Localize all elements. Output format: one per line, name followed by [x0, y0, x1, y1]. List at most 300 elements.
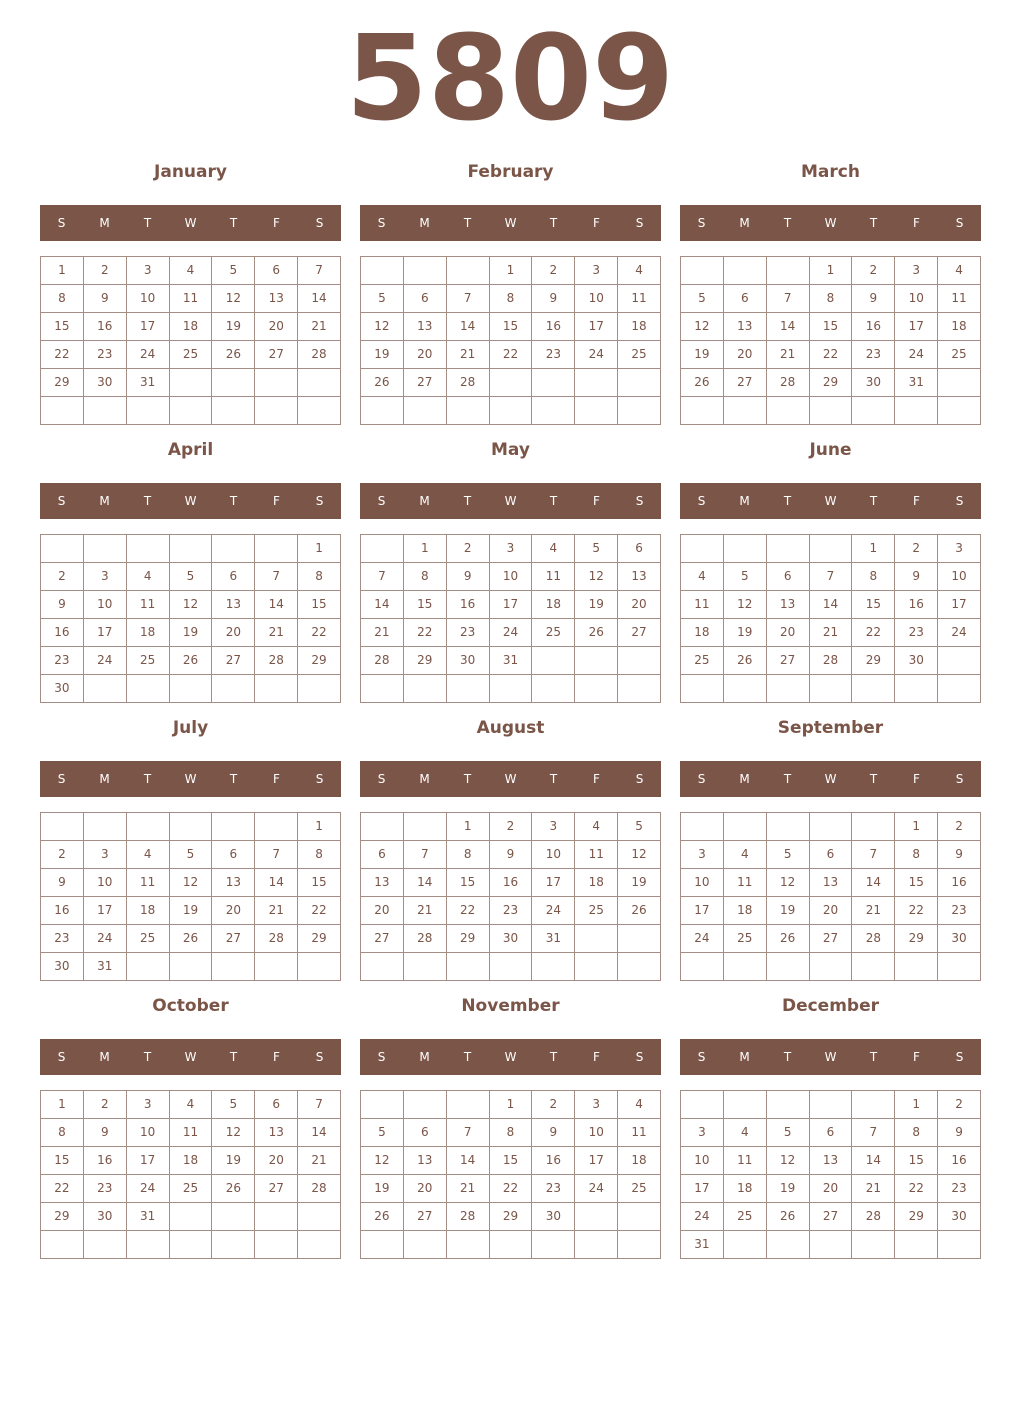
weekday-label: T: [463, 1050, 472, 1064]
empty-day-cell: [767, 1231, 810, 1259]
day-cell: 6: [810, 841, 853, 869]
day-cell: 2: [895, 535, 938, 563]
day-cell: 26: [212, 1175, 255, 1203]
empty-day-cell: [810, 397, 853, 425]
day-cell: 8: [404, 563, 447, 591]
day-cell: 16: [41, 897, 84, 925]
day-cell: 17: [490, 591, 533, 619]
day-cell: 29: [298, 647, 341, 675]
day-cell: 17: [681, 897, 724, 925]
day-cell: 19: [575, 591, 618, 619]
day-grid: [40, 1090, 341, 1259]
day-cell: 16: [938, 1147, 981, 1175]
day-cell: 18: [127, 897, 170, 925]
empty-day-cell: [724, 953, 767, 981]
empty-day-cell: [212, 397, 255, 425]
empty-day-cell: [212, 813, 255, 841]
day-cell: 24: [575, 1175, 618, 1203]
day-cell: 17: [84, 897, 127, 925]
empty-day-cell: [724, 257, 767, 285]
day-cell: 12: [212, 1119, 255, 1147]
empty-day-cell: [447, 675, 490, 703]
day-cell: 13: [404, 1147, 447, 1175]
day-cell: 1: [404, 535, 447, 563]
day-cell: 31: [490, 647, 533, 675]
day-cell: 7: [852, 1119, 895, 1147]
weekday-label: T: [869, 216, 878, 230]
day-cell: 22: [41, 341, 84, 369]
day-cell: 15: [490, 1147, 533, 1175]
empty-day-cell: [84, 1231, 127, 1259]
day-cell: 12: [724, 591, 767, 619]
empty-day-cell: [298, 369, 341, 397]
day-cell: 1: [490, 257, 533, 285]
day-cell: 5: [170, 563, 213, 591]
empty-day-cell: [532, 953, 575, 981]
day-grid: [360, 812, 661, 981]
day-cell: 23: [41, 647, 84, 675]
day-cell: 21: [447, 341, 490, 369]
empty-day-cell: [212, 1231, 255, 1259]
weekday-label: S: [315, 772, 324, 786]
empty-day-cell: [681, 397, 724, 425]
weekday-label: F: [273, 1050, 280, 1064]
empty-day-cell: [618, 953, 661, 981]
empty-day-cell: [532, 647, 575, 675]
weekday-label: T: [549, 494, 558, 508]
day-cell: 25: [724, 1203, 767, 1231]
weekday-label: W: [504, 772, 517, 786]
weekday-label: W: [504, 216, 517, 230]
day-cell: 23: [84, 1175, 127, 1203]
day-cell: 29: [852, 647, 895, 675]
day-cell: 18: [127, 619, 170, 647]
day-cell: 15: [895, 1147, 938, 1175]
day-cell: 28: [298, 341, 341, 369]
day-cell: 4: [681, 563, 724, 591]
day-cell: 28: [852, 1203, 895, 1231]
empty-day-cell: [724, 397, 767, 425]
day-cell: 3: [127, 257, 170, 285]
empty-day-cell: [532, 675, 575, 703]
day-cell: 31: [681, 1231, 724, 1259]
day-cell: 23: [938, 1175, 981, 1203]
day-cell: 26: [575, 619, 618, 647]
day-cell: 10: [532, 841, 575, 869]
empty-day-cell: [212, 675, 255, 703]
day-cell: 31: [84, 953, 127, 981]
day-cell: 20: [255, 313, 298, 341]
weekday-label: M: [419, 216, 430, 230]
day-cell: 18: [724, 897, 767, 925]
day-cell: 29: [41, 1203, 84, 1231]
day-cell: 8: [298, 563, 341, 591]
day-cell: 14: [447, 1147, 490, 1175]
day-cell: 3: [490, 535, 533, 563]
empty-day-cell: [490, 369, 533, 397]
day-cell: 13: [810, 869, 853, 897]
day-cell: 6: [724, 285, 767, 313]
day-cell: 7: [404, 841, 447, 869]
empty-day-cell: [361, 535, 404, 563]
day-cell: 9: [938, 1119, 981, 1147]
day-cell: 8: [490, 285, 533, 313]
day-cell: 17: [681, 1175, 724, 1203]
day-cell: 10: [575, 285, 618, 313]
day-cell: 6: [212, 563, 255, 591]
day-cell: 2: [532, 1091, 575, 1119]
day-cell: 6: [212, 841, 255, 869]
day-cell: 16: [84, 1147, 127, 1175]
day-cell: 11: [170, 1119, 213, 1147]
day-cell: 24: [84, 647, 127, 675]
day-cell: 21: [810, 619, 853, 647]
day-cell: 27: [404, 369, 447, 397]
empty-day-cell: [681, 813, 724, 841]
day-cell: 2: [41, 563, 84, 591]
day-cell: 10: [681, 869, 724, 897]
month-name: February: [467, 162, 554, 182]
month-name: September: [777, 718, 884, 738]
empty-day-cell: [618, 397, 661, 425]
day-cell: 27: [724, 369, 767, 397]
day-cell: 3: [84, 563, 127, 591]
day-cell: 24: [84, 925, 127, 953]
day-cell: 4: [532, 535, 575, 563]
empty-day-cell: [298, 397, 341, 425]
empty-day-cell: [852, 1091, 895, 1119]
day-cell: 21: [255, 619, 298, 647]
empty-day-cell: [255, 813, 298, 841]
day-cell: 29: [895, 1203, 938, 1231]
day-cell: 30: [41, 675, 84, 703]
day-cell: 4: [618, 1091, 661, 1119]
day-cell: 2: [84, 257, 127, 285]
day-cell: 4: [938, 257, 981, 285]
empty-day-cell: [810, 813, 853, 841]
day-cell: 6: [767, 563, 810, 591]
day-cell: 5: [767, 1119, 810, 1147]
empty-day-cell: [895, 675, 938, 703]
empty-day-cell: [170, 369, 213, 397]
day-cell: 24: [575, 341, 618, 369]
day-cell: 28: [298, 1175, 341, 1203]
day-cell: 25: [170, 1175, 213, 1203]
day-cell: 18: [170, 313, 213, 341]
day-cell: 3: [532, 813, 575, 841]
weekday-label: S: [635, 216, 644, 230]
empty-day-cell: [41, 535, 84, 563]
weekday-label: T: [463, 216, 472, 230]
empty-day-cell: [490, 953, 533, 981]
day-cell: 4: [170, 1091, 213, 1119]
day-cell: 16: [41, 619, 84, 647]
day-cell: 14: [810, 591, 853, 619]
month-name: July: [172, 718, 209, 738]
day-cell: 19: [618, 869, 661, 897]
day-cell: 7: [767, 285, 810, 313]
day-cell: 11: [724, 1147, 767, 1175]
weekday-label: F: [913, 494, 920, 508]
day-cell: 16: [852, 313, 895, 341]
day-cell: 19: [361, 1175, 404, 1203]
empty-day-cell: [404, 813, 447, 841]
day-cell: 8: [447, 841, 490, 869]
day-cell: 11: [681, 591, 724, 619]
empty-day-cell: [532, 1231, 575, 1259]
day-cell: 19: [170, 619, 213, 647]
day-cell: 9: [447, 563, 490, 591]
day-cell: 28: [361, 647, 404, 675]
day-cell: 3: [575, 1091, 618, 1119]
day-cell: 2: [938, 1091, 981, 1119]
day-grid: [360, 256, 661, 425]
day-cell: 7: [852, 841, 895, 869]
month-name: January: [154, 162, 227, 182]
weekday-label: T: [229, 494, 238, 508]
day-cell: 18: [532, 591, 575, 619]
day-cell: 5: [170, 841, 213, 869]
day-cell: 13: [724, 313, 767, 341]
day-cell: 13: [404, 313, 447, 341]
empty-day-cell: [170, 1203, 213, 1231]
day-cell: 23: [84, 341, 127, 369]
empty-day-cell: [724, 1091, 767, 1119]
empty-day-cell: [84, 535, 127, 563]
weekday-label: M: [739, 216, 750, 230]
day-cell: 29: [298, 925, 341, 953]
empty-day-cell: [938, 675, 981, 703]
day-cell: 19: [724, 619, 767, 647]
empty-day-cell: [255, 1203, 298, 1231]
empty-day-cell: [490, 1231, 533, 1259]
day-cell: 27: [255, 341, 298, 369]
day-cell: 17: [575, 313, 618, 341]
day-cell: 26: [361, 1203, 404, 1231]
day-cell: 16: [532, 1147, 575, 1175]
day-cell: 18: [618, 313, 661, 341]
weekday-label: S: [697, 216, 706, 230]
month-name: August: [476, 718, 545, 738]
day-cell: 12: [361, 1147, 404, 1175]
day-cell: 15: [447, 869, 490, 897]
day-cell: 12: [212, 285, 255, 313]
empty-day-cell: [170, 675, 213, 703]
month-name: December: [781, 996, 880, 1016]
empty-day-cell: [41, 397, 84, 425]
day-grid: [680, 256, 981, 425]
weekday-label: W: [504, 494, 517, 508]
day-cell: 30: [84, 1203, 127, 1231]
day-cell: 29: [895, 925, 938, 953]
empty-day-cell: [767, 1091, 810, 1119]
day-cell: 22: [852, 619, 895, 647]
day-cell: 25: [127, 925, 170, 953]
day-cell: 25: [618, 341, 661, 369]
weekday-label: F: [273, 772, 280, 786]
day-cell: 12: [361, 313, 404, 341]
weekday-label: F: [593, 494, 600, 508]
day-cell: 7: [255, 841, 298, 869]
weekday-label: W: [824, 772, 837, 786]
empty-day-cell: [170, 535, 213, 563]
empty-day-cell: [404, 1231, 447, 1259]
day-cell: 1: [895, 1091, 938, 1119]
weekday-label: F: [593, 216, 600, 230]
empty-day-cell: [255, 1231, 298, 1259]
day-cell: 18: [618, 1147, 661, 1175]
empty-day-cell: [255, 535, 298, 563]
weekday-label: S: [955, 216, 964, 230]
day-cell: 1: [298, 535, 341, 563]
day-cell: 30: [938, 925, 981, 953]
empty-day-cell: [724, 813, 767, 841]
day-cell: 23: [490, 897, 533, 925]
day-cell: 27: [212, 925, 255, 953]
day-cell: 20: [404, 1175, 447, 1203]
weekday-label: T: [229, 772, 238, 786]
empty-day-cell: [84, 397, 127, 425]
weekday-label: F: [913, 216, 920, 230]
day-cell: 4: [127, 841, 170, 869]
day-cell: 10: [127, 1119, 170, 1147]
weekday-label: T: [783, 772, 792, 786]
weekday-label: M: [739, 772, 750, 786]
day-cell: 6: [810, 1119, 853, 1147]
day-cell: 1: [447, 813, 490, 841]
weekday-label: M: [99, 494, 110, 508]
day-cell: 27: [404, 1203, 447, 1231]
empty-day-cell: [404, 1091, 447, 1119]
day-cell: 16: [447, 591, 490, 619]
day-cell: 2: [852, 257, 895, 285]
year-title: 5809: [345, 9, 675, 147]
day-cell: 18: [681, 619, 724, 647]
day-cell: 11: [532, 563, 575, 591]
day-cell: 26: [767, 925, 810, 953]
day-cell: 5: [575, 535, 618, 563]
day-cell: 14: [767, 313, 810, 341]
day-cell: 31: [127, 1203, 170, 1231]
weekday-label: T: [229, 216, 238, 230]
empty-day-cell: [361, 813, 404, 841]
day-cell: 30: [895, 647, 938, 675]
day-cell: 2: [84, 1091, 127, 1119]
day-cell: 6: [255, 257, 298, 285]
day-cell: 5: [212, 1091, 255, 1119]
day-cell: 20: [618, 591, 661, 619]
day-cell: 13: [618, 563, 661, 591]
day-cell: 10: [575, 1119, 618, 1147]
day-cell: 13: [255, 285, 298, 313]
day-cell: 30: [84, 369, 127, 397]
day-cell: 11: [618, 285, 661, 313]
day-cell: 26: [767, 1203, 810, 1231]
empty-day-cell: [724, 535, 767, 563]
weekday-label: T: [869, 494, 878, 508]
weekday-label: S: [635, 1050, 644, 1064]
day-cell: 25: [127, 647, 170, 675]
day-cell: 18: [575, 869, 618, 897]
day-cell: 25: [532, 619, 575, 647]
weekday-label: T: [229, 1050, 238, 1064]
weekday-label: S: [315, 1050, 324, 1064]
day-cell: 14: [298, 285, 341, 313]
day-cell: 25: [724, 925, 767, 953]
weekday-label: S: [635, 772, 644, 786]
empty-day-cell: [938, 397, 981, 425]
day-cell: 20: [404, 341, 447, 369]
weekday-header-row: [680, 483, 981, 519]
weekday-label: S: [315, 494, 324, 508]
day-cell: 31: [895, 369, 938, 397]
day-cell: 24: [938, 619, 981, 647]
empty-day-cell: [170, 1231, 213, 1259]
day-cell: 12: [767, 869, 810, 897]
empty-day-cell: [767, 675, 810, 703]
weekday-label: S: [955, 494, 964, 508]
day-cell: 23: [532, 341, 575, 369]
day-cell: 7: [298, 257, 341, 285]
day-cell: 20: [212, 619, 255, 647]
day-cell: 24: [532, 897, 575, 925]
day-cell: 21: [361, 619, 404, 647]
empty-day-cell: [681, 675, 724, 703]
day-cell: 6: [404, 285, 447, 313]
day-cell: 9: [41, 591, 84, 619]
day-cell: 30: [938, 1203, 981, 1231]
empty-day-cell: [852, 953, 895, 981]
empty-day-cell: [618, 1203, 661, 1231]
day-cell: 24: [681, 1203, 724, 1231]
day-cell: 15: [895, 869, 938, 897]
empty-day-cell: [490, 397, 533, 425]
empty-day-cell: [575, 925, 618, 953]
weekday-label: M: [419, 494, 430, 508]
empty-day-cell: [938, 1231, 981, 1259]
weekday-label: T: [143, 1050, 152, 1064]
day-cell: 4: [127, 563, 170, 591]
day-cell: 9: [490, 841, 533, 869]
day-cell: 25: [618, 1175, 661, 1203]
day-cell: 20: [810, 897, 853, 925]
empty-day-cell: [575, 953, 618, 981]
month-name: October: [152, 996, 229, 1016]
empty-day-cell: [127, 535, 170, 563]
empty-day-cell: [127, 813, 170, 841]
day-cell: 25: [575, 897, 618, 925]
empty-day-cell: [767, 397, 810, 425]
day-cell: 20: [724, 341, 767, 369]
day-cell: 3: [681, 841, 724, 869]
weekday-label: S: [955, 1050, 964, 1064]
day-cell: 28: [404, 925, 447, 953]
day-grid: [40, 812, 341, 981]
day-grid: [360, 534, 661, 703]
empty-day-cell: [938, 953, 981, 981]
day-cell: 17: [127, 313, 170, 341]
day-cell: 13: [810, 1147, 853, 1175]
weekday-label: M: [99, 772, 110, 786]
weekday-label: T: [549, 1050, 558, 1064]
empty-day-cell: [447, 953, 490, 981]
day-cell: 6: [255, 1091, 298, 1119]
empty-day-cell: [852, 675, 895, 703]
empty-day-cell: [575, 675, 618, 703]
day-cell: 4: [724, 841, 767, 869]
day-cell: 2: [447, 535, 490, 563]
weekday-label: M: [99, 216, 110, 230]
